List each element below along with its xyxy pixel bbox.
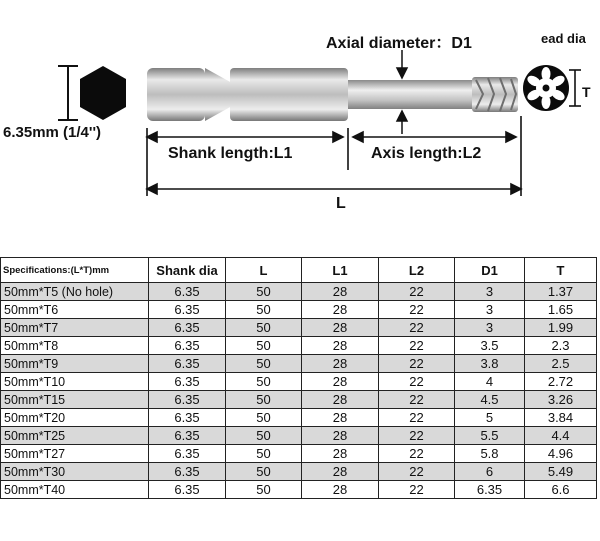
hex-shank-icon xyxy=(80,66,126,120)
cell-d1: 4 xyxy=(455,373,525,391)
cell-l: 50 xyxy=(226,391,302,409)
cell-t: 5.49 xyxy=(525,463,597,481)
cell-l: 50 xyxy=(226,319,302,337)
cell-spec: 50mm*T6 xyxy=(1,301,149,319)
cell-d1: 3.5 xyxy=(455,337,525,355)
cell-l: 50 xyxy=(226,373,302,391)
cell-shank-dia: 6.35 xyxy=(149,463,226,481)
cell-l1: 28 xyxy=(302,337,379,355)
table-row xyxy=(1,355,597,373)
cell-l1: 28 xyxy=(302,355,379,373)
cell-l2: 22 xyxy=(379,427,455,445)
cell-l1: 28 xyxy=(302,463,379,481)
cell-shank-dia: 6.35 xyxy=(149,355,226,373)
torx-bit-image xyxy=(147,68,518,121)
table-row xyxy=(1,319,597,337)
specifications-table xyxy=(0,257,597,499)
cell-d1: 3 xyxy=(455,283,525,301)
cell-l: 50 xyxy=(226,301,302,319)
cell-l1: 28 xyxy=(302,373,379,391)
cell-shank-dia: 6.35 xyxy=(149,445,226,463)
table-row xyxy=(1,283,597,301)
cell-l1: 28 xyxy=(302,445,379,463)
cell-d1: 6.35 xyxy=(455,481,525,499)
cell-spec: 50mm*T27 xyxy=(1,445,149,463)
cell-l: 50 xyxy=(226,409,302,427)
header-specifications: Specifications:(L*T)mm xyxy=(1,258,149,283)
cell-shank-dia: 6.35 xyxy=(149,373,226,391)
cell-l2: 22 xyxy=(379,355,455,373)
header-l1: L1 xyxy=(302,258,379,283)
cell-l2: 22 xyxy=(379,445,455,463)
cell-t: 4.4 xyxy=(525,427,597,445)
cell-t: 2.5 xyxy=(525,355,597,373)
table-row xyxy=(1,463,597,481)
cell-l1: 28 xyxy=(302,481,379,499)
cell-l2: 22 xyxy=(379,301,455,319)
cell-spec: 50mm*T7 xyxy=(1,319,149,337)
header-shank-dia: Shank dia xyxy=(149,258,226,283)
cell-t: 2.3 xyxy=(525,337,597,355)
table-row xyxy=(1,337,597,355)
cell-spec: 50mm*T30 xyxy=(1,463,149,481)
cell-d1: 3.8 xyxy=(455,355,525,373)
torx-head-icon xyxy=(523,65,569,111)
cell-l: 50 xyxy=(226,337,302,355)
cell-l1: 28 xyxy=(302,391,379,409)
cell-spec: 50mm*T8 xyxy=(1,337,149,355)
cell-l2: 22 xyxy=(379,337,455,355)
table-row xyxy=(1,409,597,427)
header-l: L xyxy=(226,258,302,283)
cell-spec: 50mm*T9 xyxy=(1,355,149,373)
cell-l2: 22 xyxy=(379,391,455,409)
cell-l: 50 xyxy=(226,445,302,463)
cell-d1: 3 xyxy=(455,301,525,319)
cell-shank-dia: 6.35 xyxy=(149,409,226,427)
head-t-label: T xyxy=(582,84,591,100)
cell-l: 50 xyxy=(226,481,302,499)
cell-l2: 22 xyxy=(379,409,455,427)
cell-l2: 22 xyxy=(379,319,455,337)
cell-shank-dia: 6.35 xyxy=(149,337,226,355)
cell-l1: 28 xyxy=(302,427,379,445)
cell-t: 1.37 xyxy=(525,283,597,301)
cell-shank-dia: 6.35 xyxy=(149,319,226,337)
cell-d1: 5 xyxy=(455,409,525,427)
cell-l: 50 xyxy=(226,427,302,445)
total-length-label: L xyxy=(336,195,346,212)
axis-length-label: Axis length:L2 xyxy=(371,145,482,162)
cell-d1: 6 xyxy=(455,463,525,481)
cell-spec: 50mm*T40 xyxy=(1,481,149,499)
hex-size-dimension xyxy=(58,66,78,120)
bit-diagram xyxy=(0,0,600,240)
cell-t: 2.72 xyxy=(525,373,597,391)
cell-spec: 50mm*T20 xyxy=(1,409,149,427)
cell-l1: 28 xyxy=(302,301,379,319)
table-row xyxy=(1,427,597,445)
cell-l2: 22 xyxy=(379,373,455,391)
cell-shank-dia: 6.35 xyxy=(149,301,226,319)
cell-t: 4.96 xyxy=(525,445,597,463)
cell-l1: 28 xyxy=(302,283,379,301)
table-header-row xyxy=(1,258,597,283)
cell-spec: 50mm*T25 xyxy=(1,427,149,445)
table-row xyxy=(1,445,597,463)
cell-t: 3.84 xyxy=(525,409,597,427)
cell-d1: 3 xyxy=(455,319,525,337)
cell-l: 50 xyxy=(226,283,302,301)
shank-length-label: Shank length:L1 xyxy=(168,145,293,162)
header-l2: L2 xyxy=(379,258,455,283)
cell-t: 3.26 xyxy=(525,391,597,409)
cell-t: 1.99 xyxy=(525,319,597,337)
cell-l2: 22 xyxy=(379,463,455,481)
table-row xyxy=(1,301,597,319)
cell-shank-dia: 6.35 xyxy=(149,481,226,499)
cell-t: 1.65 xyxy=(525,301,597,319)
cell-shank-dia: 6.35 xyxy=(149,427,226,445)
cell-spec: 50mm*T10 xyxy=(1,373,149,391)
cell-l2: 22 xyxy=(379,283,455,301)
cell-l: 50 xyxy=(226,355,302,373)
cell-l2: 22 xyxy=(379,481,455,499)
cell-shank-dia: 6.35 xyxy=(149,391,226,409)
cell-l1: 28 xyxy=(302,409,379,427)
cell-l: 50 xyxy=(226,463,302,481)
header-t: T xyxy=(525,258,597,283)
cell-spec: 50mm*T15 xyxy=(1,391,149,409)
cell-l1: 28 xyxy=(302,319,379,337)
head-dia-label: ead dia xyxy=(541,31,586,46)
cell-t: 6.6 xyxy=(525,481,597,499)
cell-d1: 5.8 xyxy=(455,445,525,463)
table-row xyxy=(1,481,597,499)
table-row xyxy=(1,391,597,409)
header-d1: D1 xyxy=(455,258,525,283)
table-row xyxy=(1,373,597,391)
cell-spec: 50mm*T5 (No hole) xyxy=(1,283,149,301)
head-width-dimension xyxy=(569,70,581,106)
cell-d1: 4.5 xyxy=(455,391,525,409)
axial-diameter-label: Axial diameter：D1 xyxy=(326,35,472,52)
cell-shank-dia: 6.35 xyxy=(149,283,226,301)
hex-size-label: 6.35mm (1/4'') xyxy=(3,124,102,141)
cell-d1: 5.5 xyxy=(455,427,525,445)
